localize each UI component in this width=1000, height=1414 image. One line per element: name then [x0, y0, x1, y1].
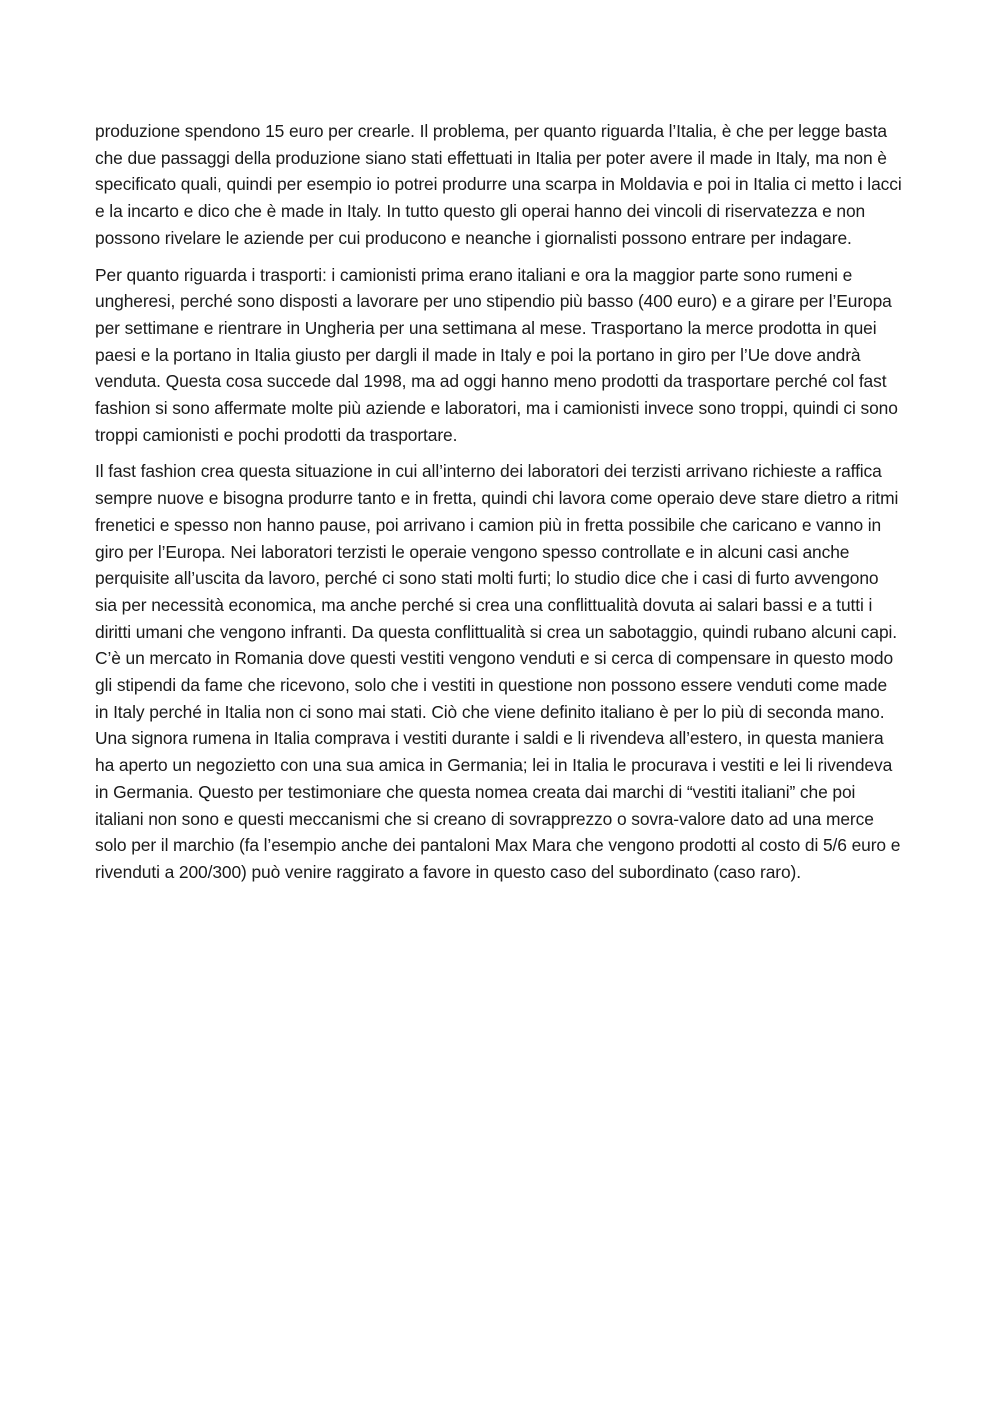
paragraph-fast-fashion: Il fast fashion crea questa situazione in cui all’interno dei laboratori dei terzisti arrivano richieste a raffica sempre nuove e bisogna produrre tanto e in fretta, quindi chi lavora come operaio deve stare dietro a ritmi frenetici e spesso non hanno pause, poi arrivano i camion più in fretta possibile che caricano e vanno in giro per l’Europa. Nei laboratori terzisti le operaie vengono spesso controllate e in alcuni casi anche perquisite all’uscita da lavoro, perché ci sono stati molti furti; lo studio dice che i casi di furto avvengono sia per necessità economica, ma anche perché si crea una conflittualità dovuta ai salari bassi e a tutti i diritti umani che vengono infranti. Da questa conflittualità si crea un sabotaggio, quindi rubano alcuni capi. C’è un mercato in Romania dove questi vestiti vengono venduti e si cerca di compensare in questo modo gli stipendi da fame che ricevono, solo che i vestiti in questione non possono essere venduti come made in Italy perché in Italia non ci sono mai stati. Ciò che viene definito italiano è per lo più di seconda mano. Una signora rumena in Italia comprava i vestiti durante i saldi e li rivendeva all’estero, in questa maniera ha aperto un negozietto con una sua amica in Germania; lei in Italia le procurava i vestiti e lei li rivendeva in Germania. Questo per testimoniare che questa nomea creata dai marchi di “vestiti italiani” che poi italiani non sono e questi meccanismi che si creano di sovrapprezzo o sovra-valore dato ad una merce solo per il marchio (fa l’esempio anche dei pantaloni Max Mara che vengono prodotti al costo di 5/6 euro e rivenduti a 200/300) può venire raggirato a favore in questo caso del subordinato (caso raro). [95, 461, 901, 882]
paragraph-made-in-italy: produzione spendono 15 euro per crearle. Il problema, per quanto riguarda l’Italia, è che per legge basta che due passaggi della produzione siano stati effettuati in Italia per poter avere il made in Italy, ma non è specificato quali, quindi per esempio io potrei produrre una scarpa in Moldavia e poi in Italia ci metto i lacci e la incarto e dico che è made in Italy. In tutto questo gli operai hanno dei vincoli di riservatezza e non possono rivelare le aziende per cui producono e neanche i giornalisti possono entrare per indagare. [95, 121, 902, 248]
document-body [95, 118, 903, 896]
paragraph-trasporti: Per quanto riguarda i trasporti: i camionisti prima erano italiani e ora la maggior parte sono rumeni e ungheresi, perché sono disposti a lavorare per uno stipendio più basso (400 euro) e a girare per l’Europa per settimane e rientrare in Ungheria per una settimana al mese. Trasportano la merce prodotta in quei paesi e la portano in Italia giusto per dargli il made in Italy e poi la portano in giro per l’Ue dove andrà venduta. Questa cosa succede dal 1998, ma ad oggi hanno meno prodotti da trasportare perché col fast fashion si sono affermate molte più aziende e laboratori, ma i camionisti invece sono troppi, quindi ci sono troppi camionisti e pochi prodotti da trasportare. [95, 264, 898, 445]
